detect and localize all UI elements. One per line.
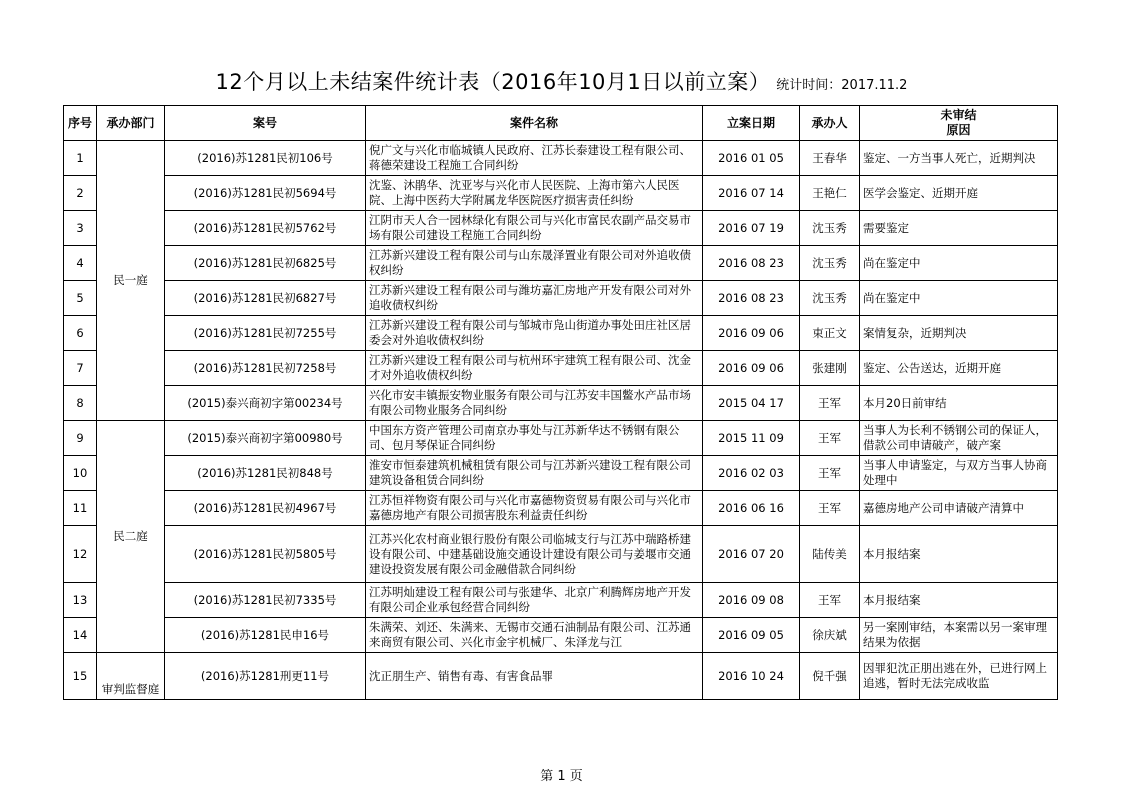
reason: 需要鉴定 — [860, 211, 1058, 246]
reason: 鉴定、一方当事人死亡，近期判决 — [860, 141, 1058, 176]
reason: 当事人申请鉴定，与双方当事人协商处理中 — [860, 456, 1058, 491]
reason: 当事人为长利不锈钢公司的保证人，借款公司申请破产，破产案 — [860, 421, 1058, 456]
judge: 倪千强 — [800, 653, 860, 700]
table-row — [64, 351, 1058, 386]
file-date: 2016 10 24 — [703, 653, 800, 700]
case-no: (2016)苏1281民初6825号 — [165, 246, 366, 281]
judge: 张建刚 — [800, 351, 860, 386]
case-name: 中国东方资产管理公司南京办事处与江苏新华达不锈钢有限公司、包月琴保证合同纠纷 — [366, 421, 703, 456]
case-table — [63, 105, 1058, 700]
case-name: 淮安市恒泰建筑机械租赁有限公司与江苏新兴建设工程有限公司建筑设备租赁合同纠纷 — [366, 456, 703, 491]
row-no: 8 — [64, 386, 97, 421]
case-name: 江阴市天人合一园林绿化有限公司与兴化市富民农副产品交易市场有限公司建设工程施工合同纠纷 — [366, 211, 703, 246]
file-date: 2016 01 05 — [703, 141, 800, 176]
table-row — [64, 526, 1058, 583]
judge: 沈玉秀 — [800, 211, 860, 246]
case-no: (2016)苏1281民初6827号 — [165, 281, 366, 316]
row-no: 11 — [64, 491, 97, 526]
header-case-no: 案号 — [165, 106, 366, 141]
reason: 本月报结案 — [860, 526, 1058, 583]
header-reason: 未审结 原因 — [860, 106, 1058, 141]
case-no: (2016)苏1281民申16号 — [165, 618, 366, 653]
table-row — [64, 618, 1058, 653]
table-row — [64, 583, 1058, 618]
file-date: 2016 08 23 — [703, 281, 800, 316]
case-name: 兴化市安丰镇振安物业服务有限公司与江苏安丰国鳖水产品市场有限公司物业服务合同纠纷 — [366, 386, 703, 421]
table-row — [64, 421, 1058, 456]
reason: 案情复杂，近期判决 — [860, 316, 1058, 351]
row-no: 5 — [64, 281, 97, 316]
reason: 嘉德房地产公司申请破产清算中 — [860, 491, 1058, 526]
case-no: (2016)苏1281民初5805号 — [165, 526, 366, 583]
reason: 本月20日前审结 — [860, 386, 1058, 421]
reason: 尚在鉴定中 — [860, 246, 1058, 281]
case-no: (2016)苏1281民初7335号 — [165, 583, 366, 618]
case-name: 江苏新兴建设工程有限公司与潍坊嘉汇房地产开发有限公司对外追收债权纠纷 — [366, 281, 703, 316]
judge: 王春华 — [800, 141, 860, 176]
table-row — [64, 176, 1058, 211]
case-name: 江苏新兴建设工程有限公司与山东晟泽置业有限公司对外追收债权纠纷 — [366, 246, 703, 281]
judge: 王艳仁 — [800, 176, 860, 211]
file-date: 2016 09 08 — [703, 583, 800, 618]
table-row — [64, 491, 1058, 526]
judge: 沈玉秀 — [800, 281, 860, 316]
header-date: 立案日期 — [703, 106, 800, 141]
case-no: (2016)苏1281民初848号 — [165, 456, 366, 491]
header-no: 序号 — [64, 106, 97, 141]
case-no: (2016)苏1281民初4967号 — [165, 491, 366, 526]
table-row — [64, 386, 1058, 421]
case-no: (2016)苏1281民初106号 — [165, 141, 366, 176]
table-row — [64, 653, 1058, 700]
case-name: 江苏明灿建设工程有限公司与张建华、北京广利腾辉房地产开发有限公司企业承包经营合同纠纷 — [366, 583, 703, 618]
department-cell: 民一庭 — [97, 141, 165, 421]
table-row — [64, 141, 1058, 176]
table-row — [64, 316, 1058, 351]
table-row — [64, 246, 1058, 281]
row-no: 2 — [64, 176, 97, 211]
case-name: 朱满荣、刘还、朱满来、无锡市交通石油制品有限公司、江苏通来商贸有限公司、兴化市金宇机械厂、朱泽龙与江 — [366, 618, 703, 653]
table-row — [64, 211, 1058, 246]
judge: 王军 — [800, 491, 860, 526]
file-date: 2016 07 20 — [703, 526, 800, 583]
row-no: 6 — [64, 316, 97, 351]
department-cell: 民二庭 — [97, 421, 165, 653]
row-no: 15 — [64, 653, 97, 700]
judge: 王军 — [800, 583, 860, 618]
reason: 另一案刚审结，本案需以另一案审理结果为依据 — [860, 618, 1058, 653]
row-no: 10 — [64, 456, 97, 491]
case-no: (2015)泰兴商初字第00234号 — [165, 386, 366, 421]
judge: 王军 — [800, 456, 860, 491]
case-no: (2015)泰兴商初字第00980号 — [165, 421, 366, 456]
case-no: (2016)苏1281民初5762号 — [165, 211, 366, 246]
header-case-name: 案件名称 — [366, 106, 703, 141]
file-date: 2016 07 19 — [703, 211, 800, 246]
header-department: 承办部门 — [97, 106, 165, 141]
reason: 鉴定、公告送达，近期开庭 — [860, 351, 1058, 386]
file-date: 2016 02 03 — [703, 456, 800, 491]
row-no: 4 — [64, 246, 97, 281]
file-date: 2015 11 09 — [703, 421, 800, 456]
reason: 医学会鉴定、近期开庭 — [860, 176, 1058, 211]
file-date: 2016 08 23 — [703, 246, 800, 281]
judge: 王军 — [800, 386, 860, 421]
case-name: 江苏新兴建设工程有限公司与杭州环宇建筑工程有限公司、沈金才对外追收债权纠纷 — [366, 351, 703, 386]
row-no: 14 — [64, 618, 97, 653]
row-no: 7 — [64, 351, 97, 386]
judge: 束正文 — [800, 316, 860, 351]
reason: 本月报结案 — [860, 583, 1058, 618]
page-number: 第 1 页 — [540, 769, 583, 784]
department-cell: 审判监督庭 — [97, 653, 165, 700]
page-header — [0, 66, 1123, 96]
row-no: 9 — [64, 421, 97, 456]
judge: 沈玉秀 — [800, 246, 860, 281]
file-date: 2016 09 05 — [703, 618, 800, 653]
case-no: (2016)苏1281民初5694号 — [165, 176, 366, 211]
file-date: 2016 07 14 — [703, 176, 800, 211]
file-date: 2016 09 06 — [703, 351, 800, 386]
case-no: (2016)苏1281民初7258号 — [165, 351, 366, 386]
judge: 陆传美 — [800, 526, 860, 583]
reason: 尚在鉴定中 — [860, 281, 1058, 316]
page-title: 12个月以上未结案件统计表（2016年10月1日以前立案） — [215, 70, 771, 94]
row-no: 1 — [64, 141, 97, 176]
case-name: 江苏新兴建设工程有限公司与邹城市凫山街道办事处田庄社区居委会对外追收债权纠纷 — [366, 316, 703, 351]
case-name: 倪广文与兴化市临城镇人民政府、江苏长泰建设工程有限公司、蒋德荣建设工程施工合同纠纷 — [366, 141, 703, 176]
file-date: 2015 04 17 — [703, 386, 800, 421]
case-name: 江苏恒祥物资有限公司与兴化市嘉德物资贸易有限公司与兴化市嘉德房地产有限公司损害股东利益责任纠纷 — [366, 491, 703, 526]
case-name: 沈鉴、沐鹃华、沈亚岑与兴化市人民医院、上海市第六人民医院、上海中医药大学附属龙华医院医疗损害责任纠纷 — [366, 176, 703, 211]
table-row — [64, 456, 1058, 491]
case-no: (2016)苏1281民初7255号 — [165, 316, 366, 351]
row-no: 3 — [64, 211, 97, 246]
file-date: 2016 09 06 — [703, 316, 800, 351]
case-name: 沈正朋生产、销售有毒、有害食品罪 — [366, 653, 703, 700]
table-row — [64, 281, 1058, 316]
header-judge: 承办人 — [800, 106, 860, 141]
case-name: 江苏兴化农村商业银行股份有限公司临城支行与江苏中瑞路桥建设有限公司、中建基础设施交通设计建设有限公司与姜堰市交通建设投资发展有限公司金融借款合同纠纷 — [366, 526, 703, 583]
judge: 徐庆斌 — [800, 618, 860, 653]
judge: 王军 — [800, 421, 860, 456]
row-no: 12 — [64, 526, 97, 583]
row-no: 13 — [64, 583, 97, 618]
stat-time: 统计时间：2017.11.2 — [776, 78, 908, 93]
file-date: 2016 06 16 — [703, 491, 800, 526]
header-row — [64, 106, 1058, 141]
reason: 因罪犯沈正朋出逃在外，已进行网上追逃，暂时无法完成收监 — [860, 653, 1058, 700]
case-no: (2016)苏1281刑更11号 — [165, 653, 366, 700]
